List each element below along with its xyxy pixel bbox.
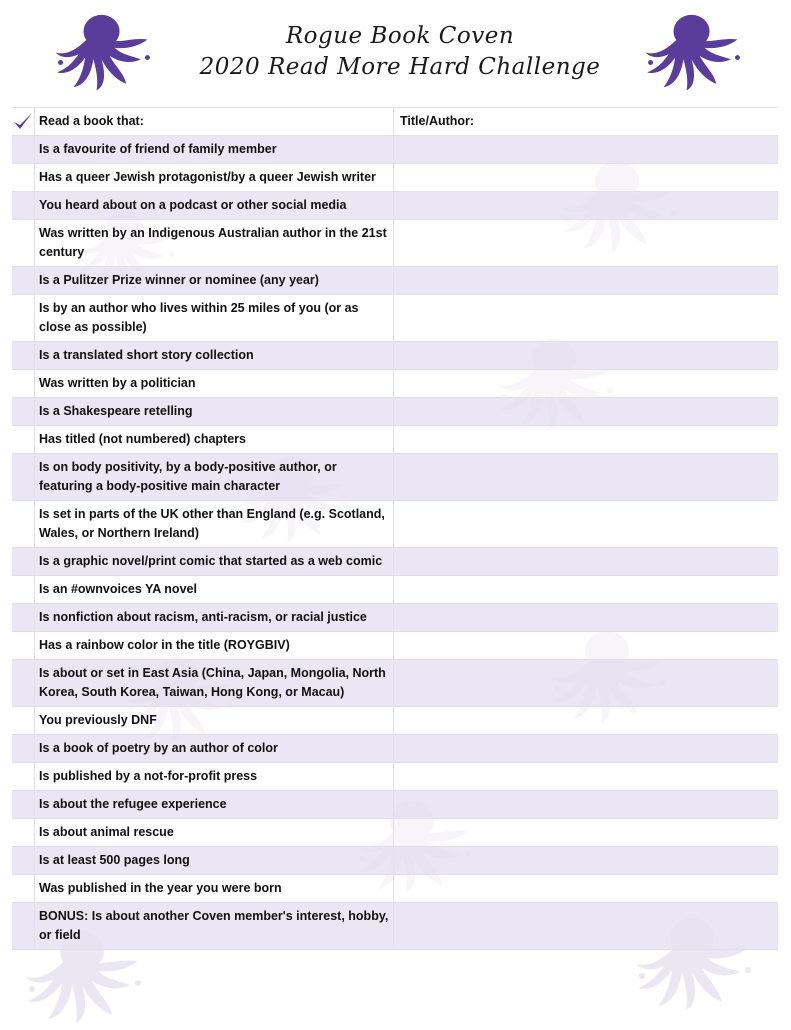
check-cell[interactable]	[12, 819, 35, 846]
table-row	[12, 632, 778, 660]
title-author-cell[interactable]	[394, 267, 778, 294]
check-cell[interactable]	[12, 398, 35, 425]
prompt-cell: Has titled (not numbered) chapters	[35, 426, 394, 453]
check-cell[interactable]	[12, 791, 35, 818]
title-author-cell[interactable]	[394, 819, 778, 846]
title-author-cell[interactable]	[394, 164, 778, 191]
table-row	[12, 847, 778, 875]
table-row	[12, 192, 778, 220]
table-header-row	[12, 108, 778, 136]
table-row	[12, 426, 778, 454]
title-author-cell[interactable]	[394, 791, 778, 818]
prompt-cell: Is a book of poetry by an author of color	[35, 735, 394, 762]
title-author-cell[interactable]	[394, 136, 778, 163]
check-cell[interactable]	[12, 267, 35, 294]
title-line-1: Rogue Book Coven	[285, 23, 515, 49]
check-cell[interactable]	[12, 220, 35, 266]
check-cell[interactable]	[12, 164, 35, 191]
prompt-cell: Was written by an Indigenous Australian author in the 21st century	[35, 220, 394, 266]
table-row	[12, 342, 778, 370]
title-author-column-header: Title/Author:	[400, 114, 475, 128]
prompt-cell: You heard about on a podcast or other social media	[35, 192, 394, 219]
table-row	[12, 791, 778, 819]
title-author-cell[interactable]	[394, 342, 778, 369]
table-row	[12, 398, 778, 426]
title-author-cell[interactable]	[394, 548, 778, 575]
title-author-cell[interactable]	[394, 295, 778, 341]
prompt-cell: Is a translated short story collection	[35, 342, 394, 369]
title-author-cell[interactable]	[394, 875, 778, 902]
prompt-cell: Is set in parts of the UK other than England (e.g. Scotland, Wales, or Northern Ireland)	[35, 501, 394, 547]
check-cell[interactable]	[12, 548, 35, 575]
prompt-cell: Was written by a politician	[35, 370, 394, 397]
prompt-cell: Is a Pulitzer Prize winner or nominee (any year)	[35, 267, 394, 294]
table-row	[12, 763, 778, 791]
check-cell[interactable]	[12, 903, 35, 949]
title-author-cell[interactable]	[394, 903, 778, 949]
table-row	[12, 295, 778, 342]
title-author-cell[interactable]	[394, 707, 778, 734]
prompt-cell: Is on body positivity, by a body-positive author, or featuring a body-positive main character	[35, 454, 394, 500]
prompt-cell: Has a rainbow color in the title (ROYGBIV)	[35, 632, 394, 659]
checkmark-icon	[12, 111, 34, 138]
table-row	[12, 370, 778, 398]
check-cell[interactable]	[12, 136, 35, 163]
title-author-cell[interactable]	[394, 763, 778, 790]
check-cell[interactable]	[12, 875, 35, 902]
table-row	[12, 501, 778, 548]
check-cell[interactable]	[12, 735, 35, 762]
prompt-cell: Is a Shakespeare retelling	[35, 398, 394, 425]
title-author-cell[interactable]	[394, 220, 778, 266]
check-cell[interactable]	[12, 763, 35, 790]
table-row	[12, 903, 778, 950]
prompt-cell: Is published by a not-for-profit press	[35, 763, 394, 790]
check-cell[interactable]	[12, 501, 35, 547]
title-author-cell[interactable]	[394, 604, 778, 631]
title-author-cell[interactable]	[394, 576, 778, 603]
check-cell[interactable]	[12, 454, 35, 500]
table-row	[12, 454, 778, 501]
title-author-cell[interactable]	[394, 398, 778, 425]
table-row	[12, 735, 778, 763]
check-cell[interactable]	[12, 192, 35, 219]
prompt-cell: Is a favourite of friend of family member	[35, 136, 394, 163]
prompt-cell: Has a queer Jewish protagonist/by a queer Jewish writer	[35, 164, 394, 191]
page-title	[150, 20, 650, 82]
check-cell[interactable]	[12, 604, 35, 631]
check-cell[interactable]	[12, 370, 35, 397]
table-row	[12, 576, 778, 604]
title-author-cell[interactable]	[394, 735, 778, 762]
check-cell[interactable]	[12, 660, 35, 706]
prompt-cell: Is nonfiction about racism, anti-racism, or racial justice	[35, 604, 394, 631]
prompt-cell: Is about the refugee experience	[35, 791, 394, 818]
table-row	[12, 136, 778, 164]
prompt-column-header: Read a book that:	[35, 108, 394, 135]
table-row	[12, 707, 778, 735]
check-cell[interactable]	[12, 576, 35, 603]
title-author-cell[interactable]	[394, 660, 778, 706]
prompt-cell: Is about or set in East Asia (China, Japan, Mongolia, North Korea, South Korea, Taiwan, Hong Kong, or Macau)	[35, 660, 394, 706]
table-row	[12, 267, 778, 295]
check-cell[interactable]	[12, 426, 35, 453]
prompt-cell: Is about animal rescue	[35, 819, 394, 846]
table-row	[12, 660, 778, 707]
title-line-2: 2020 Read More Hard Challenge	[199, 54, 601, 80]
prompt-cell: Is at least 500 pages long	[35, 847, 394, 874]
table-row	[12, 220, 778, 267]
title-author-cell[interactable]	[394, 192, 778, 219]
prompt-cell: Is by an author who lives within 25 miles of you (or as close as possible)	[35, 295, 394, 341]
check-cell[interactable]	[12, 342, 35, 369]
table-row	[12, 548, 778, 576]
check-cell[interactable]	[12, 847, 35, 874]
challenge-table	[12, 107, 778, 950]
table-row	[12, 875, 778, 903]
check-cell[interactable]	[12, 295, 35, 341]
check-cell[interactable]	[12, 707, 35, 734]
title-author-cell[interactable]	[394, 632, 778, 659]
prompt-cell: Was published in the year you were born	[35, 875, 394, 902]
title-author-cell[interactable]	[394, 370, 778, 397]
check-cell[interactable]	[12, 632, 35, 659]
title-author-cell[interactable]	[394, 501, 778, 547]
prompt-cell: You previously DNF	[35, 707, 394, 734]
title-author-cell[interactable]	[394, 847, 778, 874]
table-row	[12, 164, 778, 192]
title-author-cell[interactable]	[394, 426, 778, 453]
title-author-cell[interactable]	[394, 454, 778, 500]
prompt-cell: BONUS: Is about another Coven member's interest, hobby, or field	[35, 903, 394, 949]
check-column-header	[12, 108, 35, 135]
table-row	[12, 604, 778, 632]
prompt-cell: Is an #ownvoices YA novel	[35, 576, 394, 603]
table-row	[12, 819, 778, 847]
prompt-cell: Is a graphic novel/print comic that started as a web comic	[35, 548, 394, 575]
